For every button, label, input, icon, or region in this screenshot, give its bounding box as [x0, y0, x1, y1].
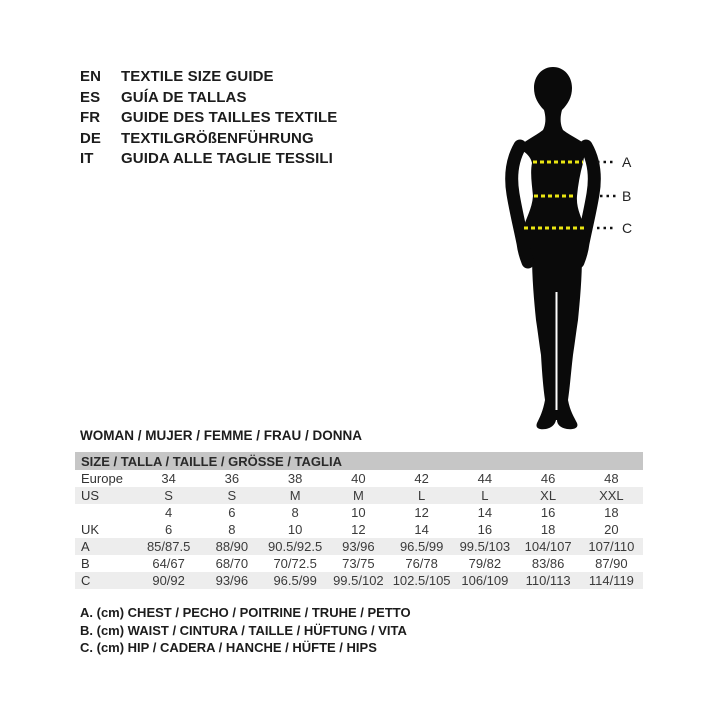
size-cell: 104/107: [517, 538, 580, 555]
size-cell: 14: [414, 522, 429, 537]
size-cell: 18: [540, 522, 556, 537]
language-row-en: [80, 67, 337, 88]
language-code: EN: [80, 68, 102, 85]
size-table-row-us-numeric: [75, 504, 643, 521]
size-cell: 90.5/92.5: [264, 538, 327, 555]
size-cell: 96.5/99: [264, 572, 327, 589]
size-cell: 85/87.5: [137, 538, 200, 555]
measurement-notes: [80, 604, 411, 657]
size-cell: 107/110: [580, 538, 643, 555]
size-row-label: Europe: [81, 471, 123, 486]
size-cell: 8: [291, 505, 299, 520]
size-cell: 20: [604, 522, 619, 537]
size-table-row-europe: [75, 470, 643, 487]
size-cell: 99.5/102: [327, 572, 390, 589]
size-table: [75, 452, 643, 589]
size-cell: 12: [351, 522, 366, 537]
size-cell: 76/78: [405, 556, 438, 571]
size-row-label: [75, 504, 137, 521]
size-cell: 88/90: [200, 538, 263, 555]
size-cell: 12: [414, 505, 429, 520]
note-chest: A. (cm) CHEST / PECHO / POITRINE / TRUHE / PETTO: [80, 605, 411, 620]
size-cell: L: [390, 487, 453, 504]
size-cell: 68/70: [215, 556, 249, 571]
size-cell: 42: [414, 471, 429, 486]
size-cell: 10: [351, 505, 366, 520]
size-cell: 102.5/105: [390, 572, 453, 589]
size-cell: 6: [165, 522, 173, 537]
size-cell: M: [264, 487, 327, 504]
size-row-label: A: [75, 538, 137, 555]
size-cell: 73/75: [342, 556, 375, 571]
language-title: GUIDA ALLE TAGLIE TESSILI: [121, 150, 333, 168]
size-cell: 93/96: [327, 538, 390, 555]
size-table-row-uk: [75, 521, 643, 538]
language-title: TEXTILE SIZE GUIDE: [121, 68, 274, 85]
size-cell: 83/86: [531, 556, 565, 571]
size-row-label: UK: [81, 522, 100, 537]
size-cell: L: [453, 487, 516, 504]
size-cell: 46: [540, 471, 556, 486]
size-table-header-row: [75, 452, 643, 470]
size-cell: 40: [351, 471, 366, 486]
size-cell: 114/119: [580, 572, 643, 589]
size-cell: 16: [540, 505, 556, 520]
size-cell: S: [200, 487, 263, 504]
size-row-label: C: [75, 572, 137, 589]
measurement-figure: [480, 60, 650, 435]
language-row-es: [80, 88, 337, 109]
size-cell: 64/67: [152, 556, 185, 571]
measure-label-a: A: [622, 154, 632, 170]
language-row-fr: [80, 108, 337, 129]
size-cell: 16: [477, 522, 493, 537]
size-cell: 36: [224, 471, 240, 486]
note-hip: C. (cm) HIP / CADERA / HANCHE / HÜFTE / HIPS: [80, 640, 377, 655]
language-title: TEXTILGRÖßENFÜHRUNG: [121, 129, 314, 147]
size-table-header: SIZE / TALLA / TAILLE / GRÖSSE / TAGLIA: [75, 452, 643, 470]
size-cell: 4: [165, 505, 173, 520]
measure-label-c: C: [622, 220, 633, 236]
language-title: GUIDE DES TAILLES TEXTILE: [121, 109, 338, 127]
size-cell: 87/90: [595, 556, 628, 571]
size-cell: 34: [161, 471, 176, 486]
size-cell: 44: [477, 471, 493, 486]
language-row-it: [80, 149, 337, 170]
note-waist: B. (cm) WAIST / CINTURA / TAILLE / HÜFTUNG / VITA: [80, 622, 407, 638]
size-cell: 18: [604, 505, 619, 520]
size-cell: 10: [287, 522, 303, 537]
size-cell: XL: [517, 487, 580, 504]
size-cell: 38: [287, 471, 303, 486]
size-cell: 8: [228, 522, 236, 537]
size-cell: 6: [228, 505, 236, 520]
size-table-row-chest: [75, 538, 643, 555]
language-title: GUÍA DE TALLAS: [121, 88, 247, 106]
language-code: ES: [80, 88, 101, 106]
language-code: IT: [80, 150, 94, 168]
language-code: DE: [80, 129, 102, 147]
left-arm: [512, 146, 528, 262]
size-table-row-hip: [75, 572, 643, 589]
size-cell: 90/92: [137, 572, 200, 589]
size-cell: 99.5/103: [453, 538, 516, 555]
language-guide-block: [80, 67, 337, 170]
size-cell: 93/96: [200, 572, 263, 589]
size-cell: 96.5/99: [390, 538, 453, 555]
measure-label-b: B: [622, 188, 632, 204]
size-table-row-us: [75, 487, 643, 504]
gender-heading: WOMAN / MUJER / FEMME / FRAU / DONNA: [80, 428, 362, 443]
size-cell: 79/82: [468, 556, 502, 571]
size-cell: 70/72.5: [273, 556, 317, 571]
size-cell: S: [137, 487, 200, 504]
language-code: FR: [80, 109, 101, 127]
size-cell: 106/109: [453, 572, 516, 589]
size-cell: 14: [477, 505, 493, 520]
size-cell: M: [327, 487, 390, 504]
size-cell: 110/113: [517, 572, 580, 589]
size-cell: 48: [604, 471, 619, 486]
language-row-de: [80, 129, 337, 150]
size-row-label: B: [81, 556, 90, 571]
size-cell: XXL: [580, 487, 643, 504]
size-table-row-waist: [75, 555, 643, 572]
size-row-label: US: [75, 487, 137, 504]
